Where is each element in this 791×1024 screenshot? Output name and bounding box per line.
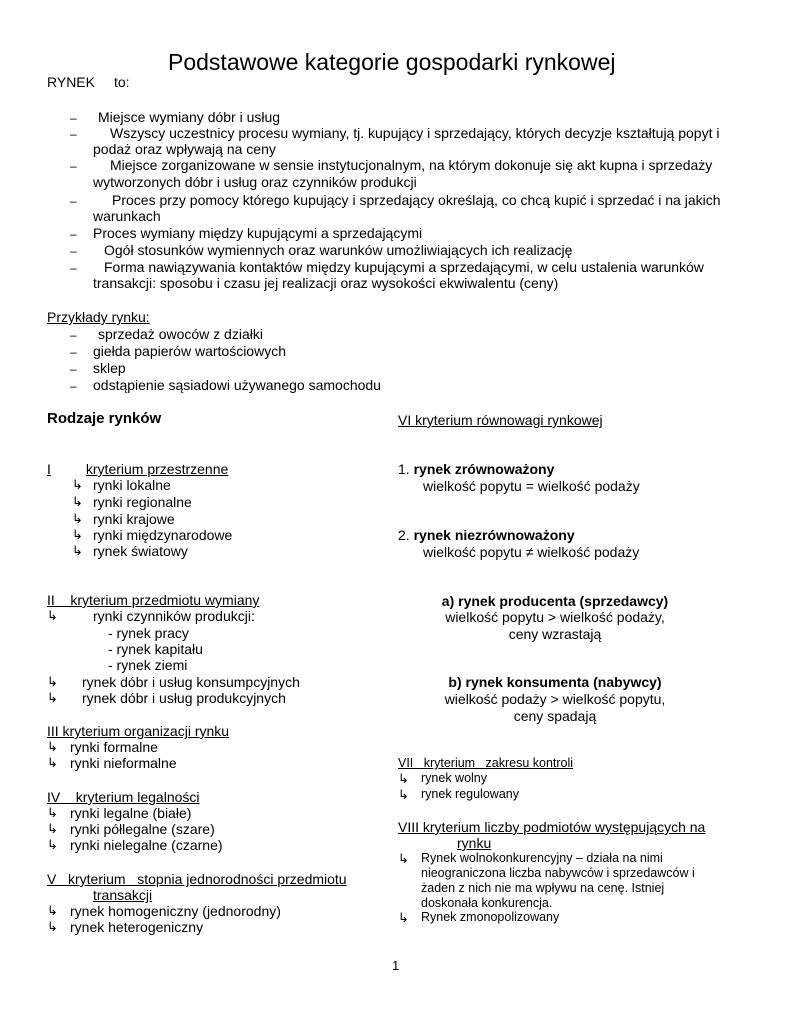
arrow-icon: ↳ bbox=[47, 739, 58, 754]
criterion-8-title-cont: rynku bbox=[457, 835, 492, 851]
definition-item: Miejsce zorganizowane w sensie instytucjonalnym, na którym dokonuje się akt kupna i sprzedaży bbox=[110, 157, 713, 173]
arrow-icon: ↳ bbox=[47, 903, 58, 918]
criterion-8-title: VIII kryterium liczby podmiotów występujących na bbox=[398, 819, 706, 835]
criterion-3-item: rynki nieformalne bbox=[70, 755, 177, 771]
arrow-icon: ↳ bbox=[398, 787, 409, 802]
arrow-icon: ↳ bbox=[72, 543, 83, 558]
page-title: Podstawowe kategorie gospodarki rynkowej bbox=[168, 49, 616, 75]
equilibrium-balanced-title: rynek zrównoważony bbox=[413, 461, 555, 477]
criterion-5-title-cont: transakcji bbox=[93, 887, 153, 903]
producer-market-title: a) rynek producenta (sprzedawcy) bbox=[441, 593, 669, 609]
equilibrium-unbalanced-desc: wielkość popytu ≠ wielkość podaży bbox=[423, 544, 640, 560]
criterion-8-item: Rynek zmonopolizowany bbox=[421, 910, 560, 924]
example-item: odstąpienie sąsiadowi używanego samochodu bbox=[93, 377, 381, 393]
criterion-1-title bbox=[47, 461, 227, 477]
dash-marker: – bbox=[70, 111, 77, 125]
criterion-1-label: kryterium przestrzenne bbox=[85, 461, 229, 477]
dash-marker: – bbox=[70, 345, 77, 359]
criterion-2-subitem: - rynek pracy bbox=[108, 625, 189, 641]
consumer-market-title: b) rynek konsumenta (nabywcy) bbox=[448, 674, 662, 690]
rynek-label: RYNEK bbox=[47, 74, 95, 90]
criterion-2-item: rynek dóbr i usług konsumpcyjnych bbox=[82, 674, 300, 690]
consumer-market-desc: ceny spadają bbox=[513, 708, 597, 724]
criterion-4-item: rynki legalne (białe) bbox=[70, 805, 192, 821]
definition-item: Proces przy pomocy którego kupujący i sprzedający określają, co chcą kupić i sprzedać i na jakich bbox=[112, 192, 721, 208]
rynek-to: to: bbox=[114, 74, 130, 90]
criterion-7-item: rynek regulowany bbox=[421, 787, 519, 801]
equilibrium-unbalanced bbox=[398, 527, 575, 543]
criterion-1-num: I bbox=[47, 461, 51, 477]
criterion-2-subitem: - rynek kapitału bbox=[108, 641, 203, 657]
equilibrium-balanced-desc: wielkość popytu = wielkość podaży bbox=[423, 478, 640, 494]
criterion-2-title: II kryterium przedmiotu wymiany bbox=[47, 592, 260, 608]
arrow-icon: ↳ bbox=[47, 837, 58, 852]
dash-marker: – bbox=[70, 379, 77, 393]
criterion-3-item: rynki formalne bbox=[70, 739, 158, 755]
page-number: 1 bbox=[392, 958, 400, 973]
arrow-icon: ↳ bbox=[72, 511, 83, 526]
definition-item: Forma nawiązywania kontaktów między kupującymi a sprzedającymi, w celu ustalenia warunków bbox=[104, 259, 704, 275]
arrow-icon: ↳ bbox=[398, 771, 409, 786]
arrow-icon: ↳ bbox=[47, 805, 58, 820]
arrow-icon: ↳ bbox=[72, 477, 83, 492]
definition-item-cont: transakcji: sposobu i czasu jej realizacji oraz wysokości ekwiwalentu (ceny) bbox=[93, 275, 559, 291]
arrow-icon: ↳ bbox=[72, 527, 83, 542]
definition-item: Miejsce wymiany dóbr i usług bbox=[98, 109, 281, 125]
criterion-1-item: rynki regionalne bbox=[93, 494, 192, 510]
definition-item: Wszyscy uczestnicy procesu wymiany, tj. kupujący i sprzedający, których decyzje kształtują popyt i bbox=[110, 125, 720, 141]
criterion-8-item: Rynek wolnokonkurencyjny – działa na nimi nieograniczona liczba nabywców i sprzedawców i żaden z nich nie ma wpływu na cenę. Istniej doskonała konkurencja. bbox=[421, 851, 695, 910]
criterion-1-item: rynki międzynarodowe bbox=[93, 527, 233, 543]
definition-item: Ogół stosunków wymiennych oraz warunków umożliwiających ich realizację bbox=[104, 242, 573, 258]
criterion-7-title: VII kryterium zakresu kontroli bbox=[398, 756, 574, 770]
definition-item-cont: wytworzonych dóbr i usług oraz czynników produkcji bbox=[93, 174, 417, 190]
criterion-5-item: rynek homogeniczny (jednorodny) bbox=[70, 903, 281, 919]
arrow-icon: ↳ bbox=[398, 851, 409, 866]
criterion-1-item: rynek światowy bbox=[93, 543, 188, 559]
definition-item: Proces wymiany między kupującymi a sprzedającymi bbox=[93, 225, 423, 241]
arrow-icon: ↳ bbox=[47, 821, 58, 836]
criterion-1-item: rynki krajowe bbox=[93, 511, 175, 527]
dash-marker: – bbox=[70, 127, 77, 141]
arrow-icon: ↳ bbox=[47, 674, 58, 689]
criterion-7-item: rynek wolny bbox=[421, 771, 487, 785]
dash-marker: – bbox=[70, 244, 77, 258]
criterion-3-title: III kryterium organizacji rynku bbox=[47, 723, 230, 739]
arrow-icon: ↳ bbox=[47, 755, 58, 770]
definition-item-cont: warunkach bbox=[93, 208, 161, 224]
producer-market-desc: wielkość popytu > wielkość podaży, bbox=[445, 609, 665, 625]
equilibrium-unbalanced-title: rynek niezrównoważony bbox=[413, 527, 575, 543]
dash-marker: – bbox=[70, 159, 77, 173]
criterion-4-item: rynki półlegalne (szare) bbox=[70, 821, 215, 837]
definition-item-cont: podaż oraz wpływają na ceny bbox=[93, 141, 276, 157]
producer-market-desc: ceny wzrastają bbox=[508, 626, 602, 642]
criterion-5-title: V kryterium stopnia jednorodności przedmiotu bbox=[47, 871, 347, 887]
market-types-heading: Rodzaje rynków bbox=[47, 410, 162, 427]
criterion-2-item: rynki czynników produkcji: bbox=[93, 608, 255, 624]
example-item: giełda papierów wartościowych bbox=[93, 343, 286, 359]
example-item: sprzedaż owoców z działki bbox=[98, 326, 263, 342]
dash-marker: – bbox=[70, 362, 77, 376]
arrow-icon: ↳ bbox=[47, 608, 58, 623]
consumer-market-desc: wielkość podaży > wielkość popytu, bbox=[444, 691, 666, 707]
equilibrium-num-1: 1. bbox=[398, 461, 414, 477]
equilibrium-balanced bbox=[398, 461, 554, 477]
equilibrium-num-2: 2. bbox=[398, 527, 414, 543]
dash-marker: – bbox=[70, 328, 77, 342]
dash-marker: – bbox=[70, 194, 77, 208]
criterion-6-title: VI kryterium równowagi rynkowej bbox=[398, 412, 603, 428]
arrow-icon: ↳ bbox=[47, 690, 58, 705]
criterion-2-subitem: - rynek ziemi bbox=[108, 657, 188, 673]
criterion-1-item: rynki lokalne bbox=[93, 477, 171, 493]
example-item: sklep bbox=[93, 360, 126, 376]
arrow-icon: ↳ bbox=[398, 910, 409, 925]
arrow-icon: ↳ bbox=[72, 494, 83, 509]
criterion-4-title: IV kryterium legalności bbox=[47, 789, 200, 805]
dash-marker: – bbox=[70, 227, 77, 241]
dash-marker: – bbox=[70, 261, 77, 275]
criterion-2-item: rynek dóbr i usług produkcyjnych bbox=[82, 690, 286, 706]
examples-heading: Przykłady rynku: bbox=[47, 309, 150, 325]
criterion-5-item: rynek heterogeniczny bbox=[70, 919, 204, 935]
arrow-icon: ↳ bbox=[47, 919, 58, 934]
criterion-4-item: rynki nielegalne (czarne) bbox=[70, 837, 223, 853]
